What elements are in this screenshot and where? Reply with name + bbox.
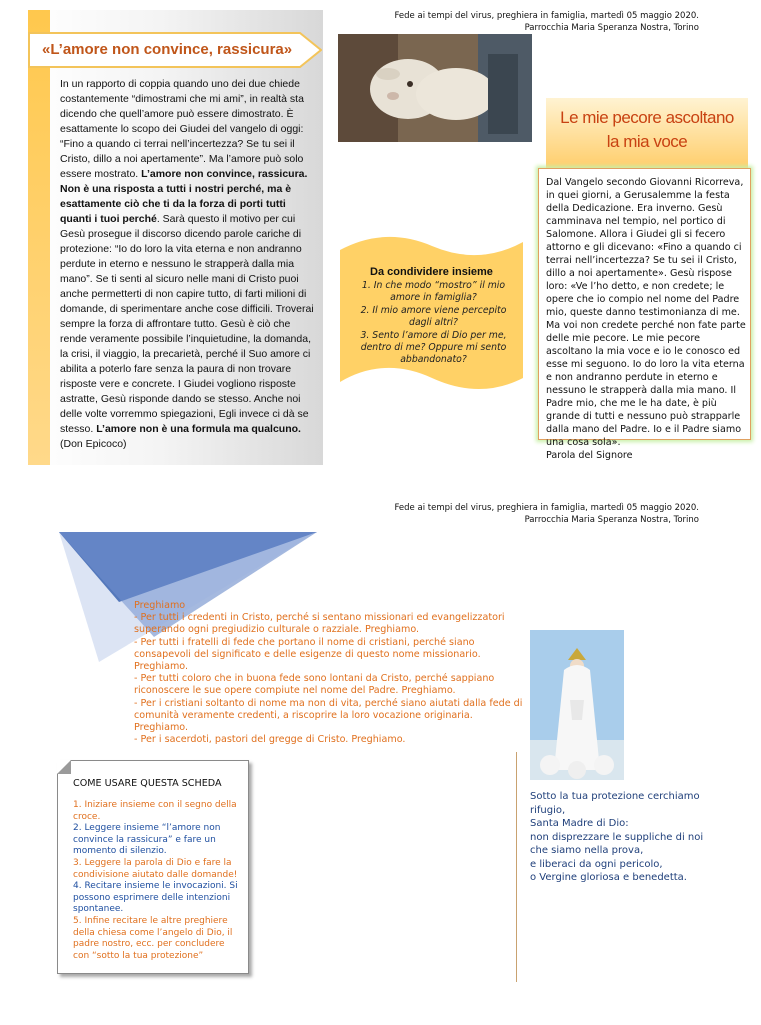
marian-line: o Vergine gloriosa e benedetta. — [530, 872, 687, 883]
header-line2: Parrocchia Maria Speranza Nostra, Torino — [524, 23, 699, 33]
marian-line: Santa Madre di Dio: — [530, 818, 629, 829]
header-bottom — [395, 502, 700, 526]
howto-corner-fold — [57, 760, 71, 774]
header-top — [395, 10, 700, 34]
share-title: Da condividere insieme — [370, 266, 493, 278]
article-text: (Don Epicoco) — [60, 438, 127, 450]
howto-item: 5. Infine recitare le altre preghiere della chiesa come l’angelo di Dio, il padre nostro, ecc. per concludere con “sotto la tua protezione” — [73, 915, 233, 961]
share-item: 3. Sento l’amore di Dio per me, dentro di me? Oppure mi sento abbandonato? — [360, 330, 507, 365]
gospel-closing: Parola del Signore — [546, 450, 633, 461]
prayer-block — [134, 600, 524, 746]
header-line1: Fede ai tempi del virus, preghiera in famiglia, martedì 05 maggio 2020. — [394, 503, 699, 513]
article-title: «L’amore non convince, rassicura» — [42, 41, 293, 58]
header-line1: Fede ai tempi del virus, preghiera in famiglia, martedì 05 maggio 2020. — [394, 11, 699, 21]
lamb-photo — [338, 34, 532, 142]
howto-item: 4. Recitare insieme le invocazioni. Si possono esprimere delle intenzioni spontanee. — [73, 881, 238, 915]
article-accent-bar — [28, 10, 50, 465]
prayer-item: - Per i cristiani soltanto di nome ma non di vita, perché siano aiutati dalla fede di comunità veramente credenti, a riscoprire la loro vocazione originaria. Preghiamo. — [134, 697, 523, 734]
article-bold: L’amore non è una formula ma qualcuno. — [96, 423, 301, 435]
howto-list — [73, 800, 243, 962]
marian-line: e liberaci da ogni pericolo, — [530, 858, 663, 870]
marian-line: non disprezzare le suppliche di noi — [530, 831, 704, 843]
prayer-item: - Per tutti coloro che in buona fede sono lontani da Cristo, perché sappiano riconoscere le sue opere compiute nel nome del Padre. Preghiamo. — [134, 673, 495, 697]
prayer-item: - Per tutti i fratelli di fede che portano il nome di cristiani, perché siano consapevoli del significato e delle esigenze di questo nome missionario. Preghiamo. — [134, 636, 481, 673]
article-bold: L’amore non convince, rassicura. Non è una risposta a tutti i nostri perché, ma è esattamente ciò che ti da la forza di porti tutti quanti i tuoi perché — [60, 168, 308, 225]
gospel-title-line: la mia voce — [606, 132, 688, 151]
howto-item: 1. Iniziare insieme con il segno della croce. — [73, 800, 237, 822]
marian-line: che siamo nella prova, — [530, 845, 644, 856]
howto-title: COME USARE QUESTA SCHEDA — [73, 778, 222, 789]
divider-line — [516, 752, 517, 982]
prayer-item: - Per i sacerdoti, pastori del gregge di Cristo. Preghiamo. — [134, 734, 406, 746]
share-item: 1. In che modo “mostro” il mio amore in famiglia? — [361, 280, 506, 303]
gospel-body: Dal Vangelo secondo Giovanni Ricorreva, in quei giorni, a Gerusalemme la festa della Dedicazione. Era inverno. Gesù camminava nel tempio, nel portico di Salomone. Allora i Giudei gli si fecero attorno e gli dicevano: «Fino a quando ci terrai nell’incertezza? Se tu sei il Cristo, dillo a noi apertamente». Gesù rispose loro: «Ve l’ho detto, e non credete; le opere che io compio nel nome del Padre mio, queste danno testimonianza di me. Ma voi non credete perché non fate parte delle mie pecore. Le mie pecore ascoltano la mia voce e io le conosco ed esse mi seguono. Io do loro la vita eterna e non andranno perdute in eterno e nessuno le strapperà dalla mia mano. Il Padre mio, che me le ha date, è più grande di tutti e nessuno può strapparle dalla mano del Padre. Io e il Padre siamo una cosa sola». — [546, 177, 746, 448]
gospel-title — [546, 106, 748, 154]
prayer-title: Preghiamo — [134, 600, 186, 611]
article-body — [60, 77, 318, 452]
howto-item: 2. Leggere insieme “l’amore non convince la rassicura” e fare un momento di silenzio. — [73, 823, 221, 857]
share-item: 2. Il mio amore viene percepito dagli altri? — [360, 305, 507, 328]
howto-item: 3. Leggere la parola di Dio e fare la condivisione aiutato dalle domande! — [73, 857, 238, 880]
gospel-title-line: Le mie pecore ascoltano — [560, 108, 734, 127]
header-line2: Parrocchia Maria Speranza Nostra, Torino — [524, 515, 699, 525]
marian-line: Sotto la tua protezione cerchiamo rifugio, — [530, 791, 700, 816]
article-text: In un rapporto di coppia quando uno dei due chiede costantemente “dimostrami che mi ami”, in realtà sta dicendo che quell’amore può essere dimostrato. È esattamente lo scopo dei Giudei del vangelo di oggi: “Fino a quando ci terrai nell’incertezza? Se tu sei il Cristo, dillo a noi apertamente”. Ma l’amore può solo essere mostrato. — [60, 78, 304, 180]
prayer-item: - Per tutti i credenti in Cristo, perché si sentano missionari ed evangelizzatori superando ogni pregiudizio culturale o razziale. Preghiamo. — [134, 612, 505, 636]
article-text: . Sarà questo il motivo per cui Gesù prosegue il discorso dicendo parole cariche di protezione: “Io do loro la vita eterna e non andranno perdute in eterno e nessuno le strapperà dalla mia mano”. Se ti senti al sicuro nelle mani di Cristo puoi anche permetterti di non capire tutto, di farti milioni di domande, di sperimentare anche cose difficili. Troverai sempre la forza di affrontare tutto. Gesù è ciò che rende veramente possibile l’inquietudine, la domanda, la crisi, il viaggio, la precarietà, perché il Suo amore ci abilita a poterlo fare senza la paura di non trovare risposte vere e concrete. I Giudei vogliono risposte astratte, Gesù risponde dando se stesso. Anche noi delle volte vorremmo spiegazioni, Egli invece ci dà se stesso. — [60, 213, 314, 435]
marian-prayer — [530, 790, 730, 885]
gospel-text — [546, 176, 746, 462]
madonna-photo — [530, 630, 624, 780]
share-list — [352, 280, 515, 367]
